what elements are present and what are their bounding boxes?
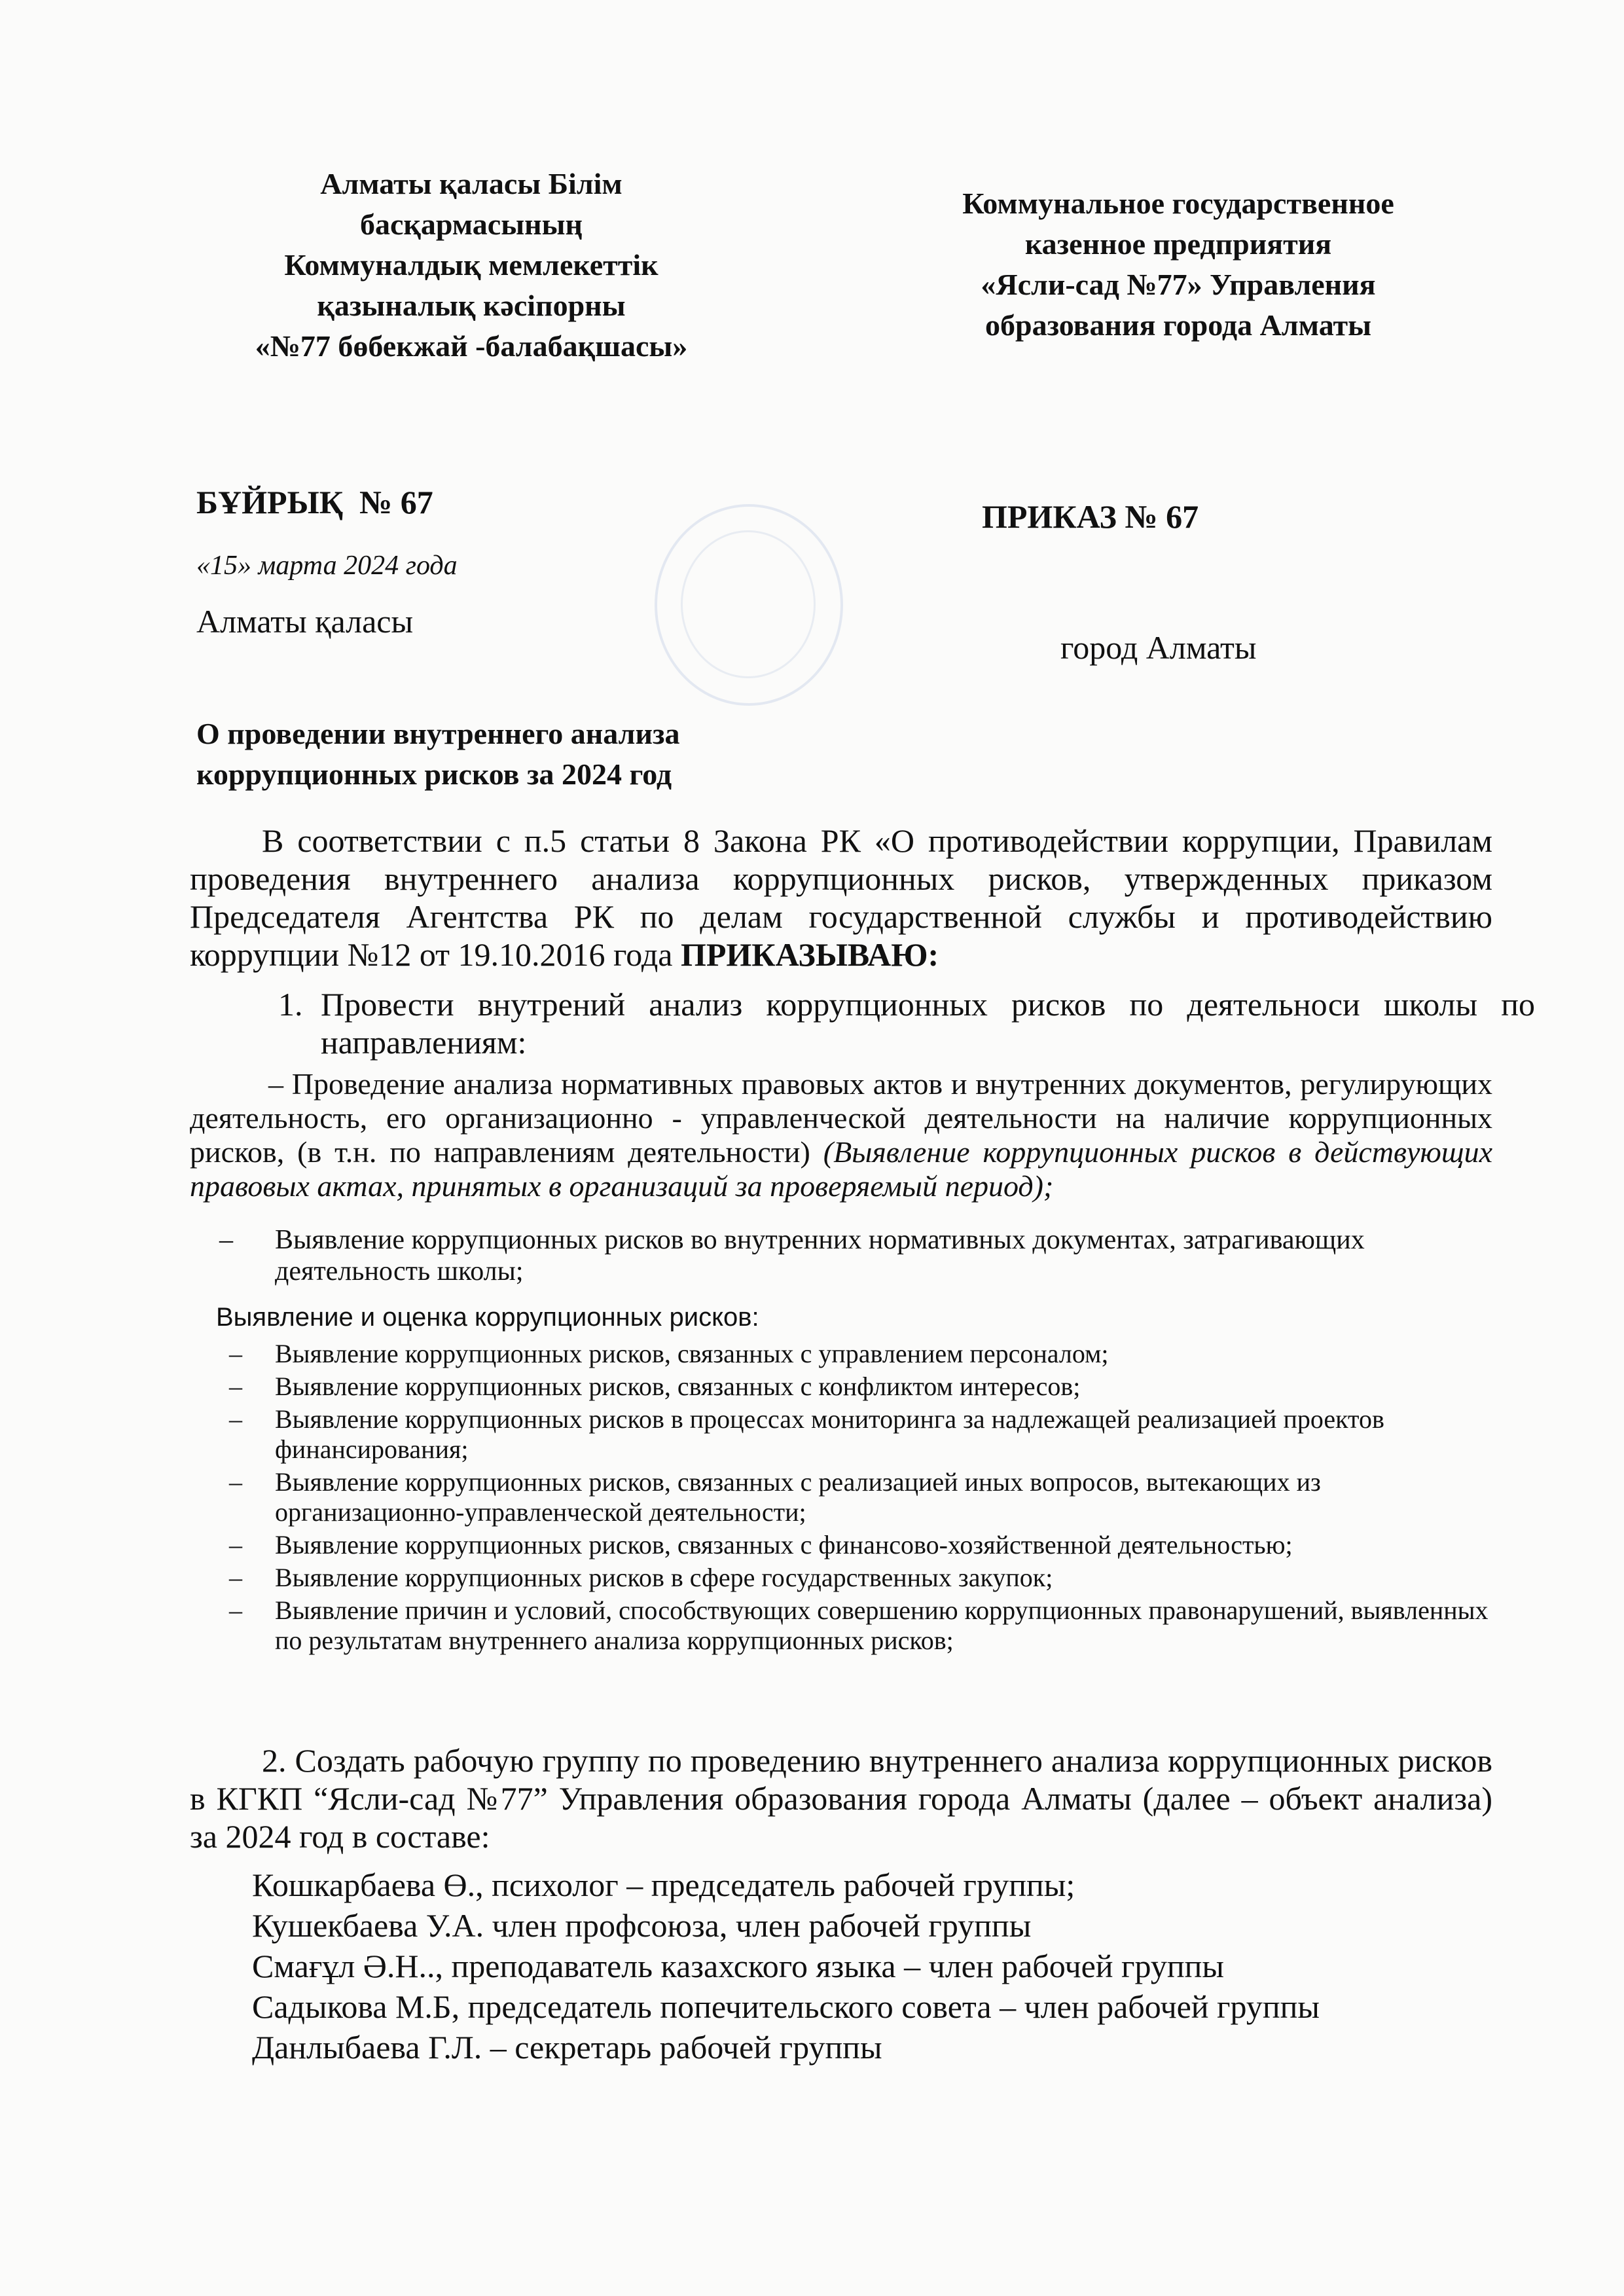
preamble-emphasis: ПРИКАЗЫВАЮ:: [680, 936, 939, 973]
item-1-text: Провести внутрений анализ коррупционных рисков по деятельноси школы по направлениям:: [321, 986, 1535, 1061]
bullet-dash: –: [219, 1225, 233, 1255]
header-kz-line: Алматы қаласы Білім: [320, 167, 623, 200]
subject-line: О проведении внутреннего анализа: [196, 717, 680, 750]
header-kz-line: қазыналық кәсіпорны: [317, 289, 626, 322]
member-row: Кошкарбаева Ө., психолог – председатель рабочей группы;: [252, 1867, 1075, 1903]
subject-line: коррупционных рисков за 2024 год: [196, 757, 672, 791]
bullet-dash: –: [229, 1595, 242, 1625]
risk-text: Выявление коррупционных рисков, связанных с финансово-хозяйственной деятельностью;: [275, 1530, 1293, 1559]
city-kz: Алматы қаласы: [196, 603, 414, 640]
bullet-dash: –: [229, 1467, 242, 1497]
header-ru-line: образования города Алматы: [984, 308, 1372, 342]
risk-text: Выявление причин и условий, способствующих совершению коррупционных правонарушений, выявленных по результатам внутреннего анализа коррупционных рисков;: [275, 1595, 1489, 1655]
item-1: [278, 985, 1535, 1061]
risk-text: Выявление коррупционных рисков, связанных с управлением персоналом;: [275, 1339, 1109, 1368]
item-1-sub: [190, 1067, 1492, 1203]
risk-text: Выявление коррупционных рисков, связанных с реализацией иных вопросов, вытекающих из организационно-управленческой деятельности;: [275, 1467, 1321, 1527]
preamble: [190, 822, 1492, 974]
list-item: [229, 1563, 1492, 1593]
order-subject: [196, 714, 679, 795]
item-1-bullet: [219, 1224, 1492, 1287]
bullet-dash: –: [229, 1404, 242, 1434]
bullet-dash: –: [229, 1339, 242, 1368]
item-1-sub-dash: –: [268, 1067, 283, 1101]
header-ru-line: Коммунальное государственное: [962, 187, 1394, 220]
stamp-faint-inner: [681, 530, 816, 678]
risk-text: Выявление коррупционных рисков, связанных с конфликтом интересов;: [275, 1372, 1081, 1401]
bullet-dash: –: [229, 1372, 242, 1401]
member-row: Кушекбаева У.А. член профсоюза, член рабочей группы: [252, 1907, 1032, 1944]
list-item: [229, 1372, 1492, 1402]
risk-text: Выявление коррупционных рисков в сфере государственных закупок;: [275, 1563, 1053, 1592]
list-item: [229, 1467, 1492, 1527]
bullet-dash: –: [229, 1563, 242, 1592]
header-ru: [884, 183, 1473, 346]
list-item: [229, 1404, 1492, 1465]
risk-text: Выявление коррупционных рисков в процессах мониторинга за надлежащей реализацией проектов финансирования;: [275, 1404, 1384, 1464]
risk-list: [229, 1339, 1492, 1658]
item-1-sub-italic: (Выявление коррупционных рисков в действующих правовых актах, принятых в организаций за проверяемый период);: [190, 1135, 1492, 1203]
city-ru: город Алматы: [1060, 629, 1257, 666]
members-list: [252, 1865, 1496, 2068]
header-kz-line: «№77 бөбекжай -балабақшасы»: [255, 329, 688, 363]
item-1-number: 1.: [278, 986, 303, 1023]
list-item: [229, 1530, 1492, 1560]
item-2-text: 2. Создать рабочую группу по проведению внутреннего анализа коррупционных рисков в КГКП “Ясли-сад №77” Управления образования города Алматы (далее – объект анализа) за 2024 год в составе:: [190, 1742, 1492, 1855]
item-2: [190, 1741, 1492, 1855]
bullet-dash: –: [229, 1530, 242, 1559]
list-item: [229, 1339, 1492, 1369]
assessment-heading: Выявление и оценка коррупционных рисков:: [216, 1303, 759, 1332]
order-title-ru: ПРИКАЗ № 67: [982, 498, 1199, 535]
member-row: Данлыбаева Г.Л. – секретарь рабочей группы: [252, 2029, 882, 2066]
header-ru-line: «Ясли-сад №77» Управления: [981, 268, 1376, 301]
header-kz-line: Коммуналдық мемлекеттік: [284, 248, 659, 282]
order-title-kz: БҰЙРЫҚ № 67: [196, 484, 433, 520]
item-1-sub-text: Проведение анализа нормативных правовых актов и внутренних документов, регулирующих деятельность, его организационно - управленческой деятельности на наличие коррупционных рисков, (в т.н. по направлениям деятельности): [190, 1067, 1493, 1169]
member-row: Садыкова М.Б, председатель попечительского совета – член рабочей группы: [252, 1988, 1320, 2025]
order-date: «15» марта 2024 года: [196, 551, 458, 581]
header-kz-line: басқармасының: [359, 208, 583, 241]
list-item: [229, 1595, 1492, 1656]
header-ru-line: казенное предприятия: [1024, 227, 1332, 261]
item-1-bullet-text: Выявление коррупционных рисков во внутренних нормативных документах, затрагивающих деятельность школы;: [275, 1225, 1365, 1286]
header-kz: [177, 164, 766, 367]
member-row: Смағұл Ә.Н.., преподаватель казахского языка – член рабочей группы: [252, 1948, 1225, 1984]
preamble-text: В соответствии с п.5 статьи 8 Закона РК «О противодействии коррупции, Правилам проведения внутреннего анализа коррупционных рисков, утвержденных приказом Председателя Агентства РК по делам государственной службы и противодействию коррупции №12 от 19.10.2016 года: [190, 822, 1492, 973]
